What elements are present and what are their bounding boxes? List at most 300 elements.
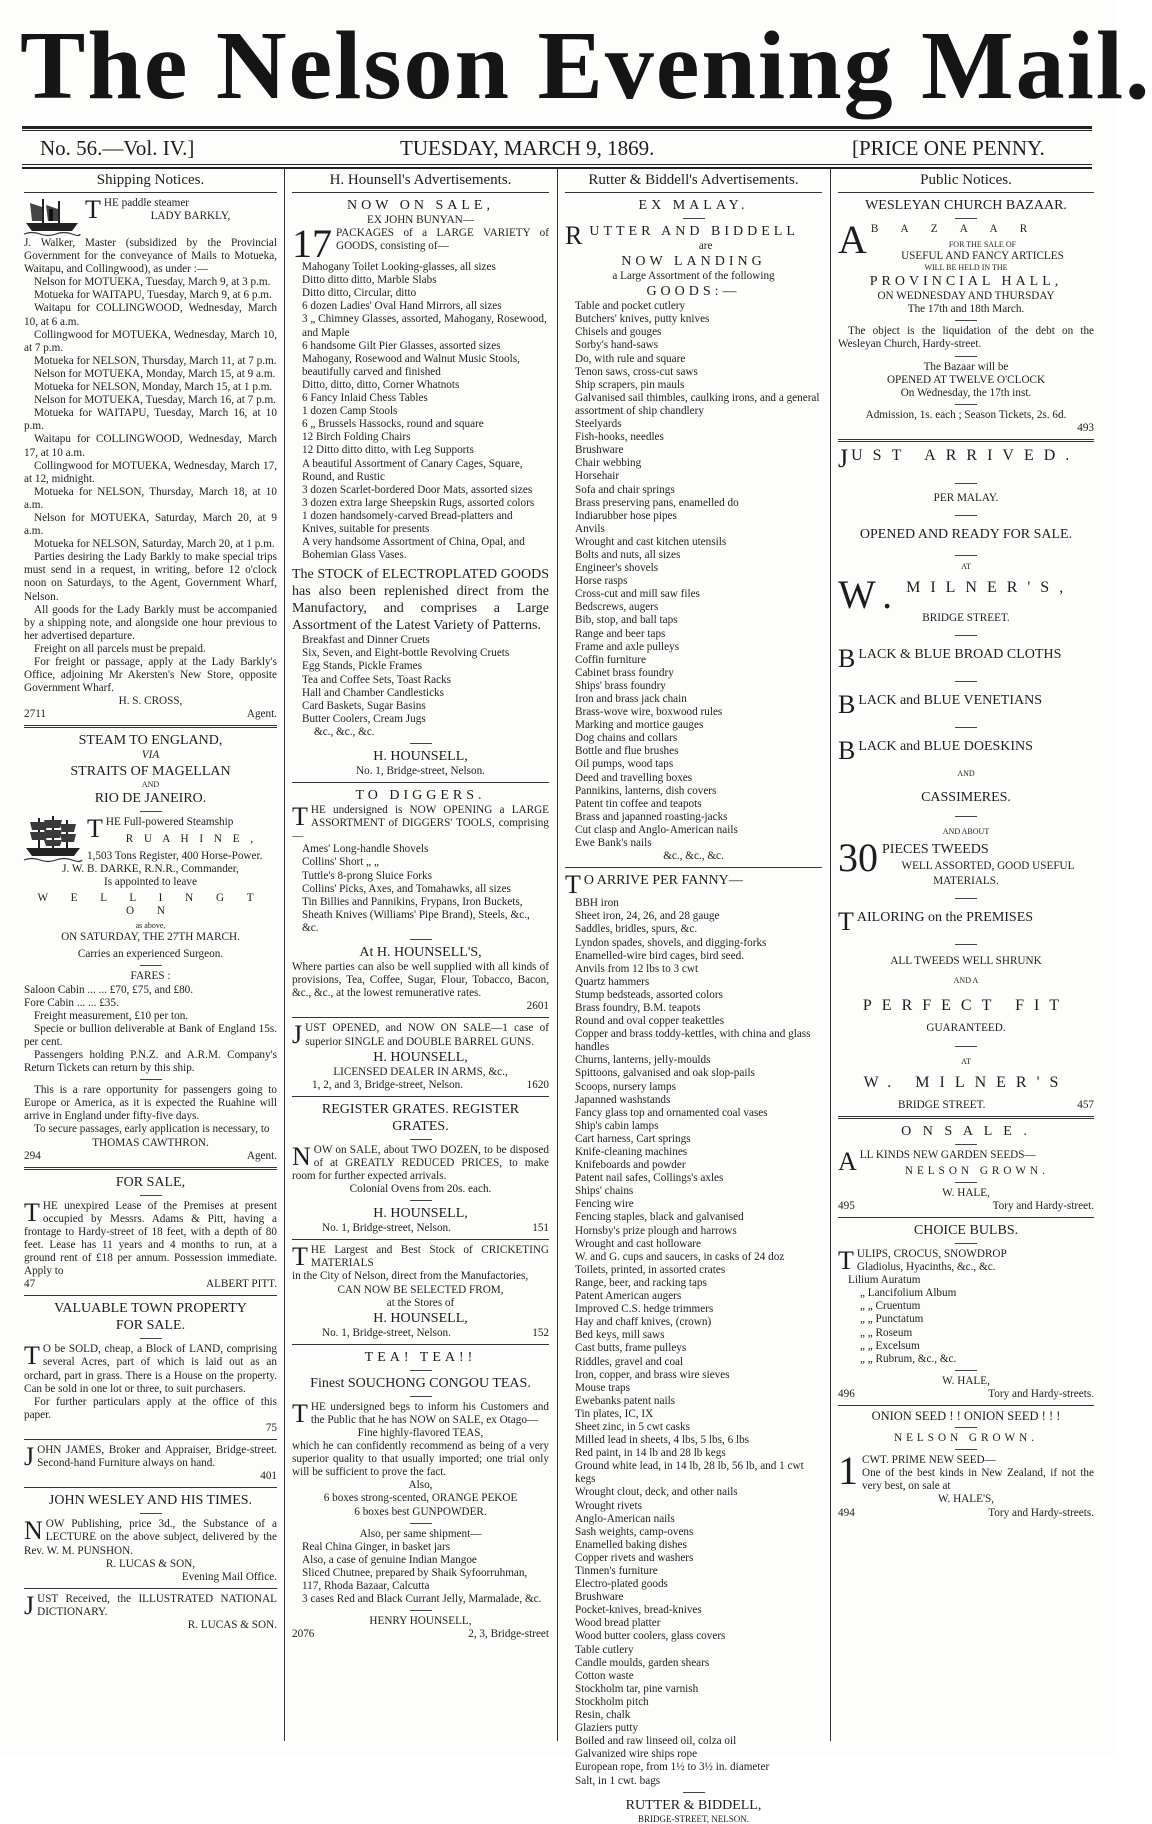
list-item: Tenon saws, cross-cut saws [575,365,698,378]
list-item: Cast butts, frame pulleys [575,1342,687,1355]
ad-title: EX MALAY. [638,198,749,213]
list-item: Galvanized wire ships rope [575,1748,698,1761]
list-item: Collins' Short „ „ [302,856,379,869]
text: OPENED AT TWELVE O'CLOCK [886,373,1046,386]
steamship-icon [24,197,80,237]
ad-number: 2076 [292,1628,315,1641]
text: AT [961,1056,971,1066]
list-item: Iron and brass jack chain [575,693,687,705]
drop-cap: T [838,907,854,937]
ad-number: 493 [1077,421,1094,434]
text: AND ABOUT [942,827,990,837]
ad-title: CHOICE BULBS. [913,1222,1019,1238]
ad-to-diggers [292,787,549,1013]
ad-lady-barkly [24,197,277,721]
list-item: Wood butter coolers, glass covers [575,1630,726,1643]
text: At H. HOUNSELL'S, [359,945,482,961]
list-item: 3 dozen extra large Sheepskin Rugs, assorted colors [302,496,535,509]
list-item: Milled lead in sheets, 4 lbs, 5 lbs, 6 lbs [575,1434,750,1447]
list-item: Oil pumps, wood taps [575,758,674,771]
signature: RUTTER & BIDDELL, [625,1797,762,1813]
list-item: Horse rasps [575,575,628,588]
divider [292,1344,549,1345]
list-item: Range, beer, and racking taps [575,1276,707,1289]
dash [410,1139,432,1140]
firm-name: UTTER AND BIDDELL [589,224,799,239]
column-heading: Rutter & Biddell's Advertisements. [565,171,822,193]
text: Specie or bullion deliverable at Bank of England 15s. per cent. [24,1022,277,1048]
list-item: Bed keys, mill saws [575,1329,665,1342]
dash [140,1079,162,1080]
drop-cap: T [292,1398,308,1428]
text: ALL TWEEDS WELL SHRUNK [890,955,1042,968]
goods-list [292,261,549,562]
list-item: Wrought and cast holloware [575,1237,701,1250]
ship-name: R U A H I N E , [125,832,258,845]
text: CAN NOW BE SELECTED FROM, [337,1283,504,1296]
ad-town-property [24,1300,277,1435]
ad-title: O ARRIVE PER FANNY— [583,873,743,889]
fares-title: FARES : [130,970,171,983]
drop-cap: B [838,644,856,674]
text: OHN JAMES, Broker and Appraiser, Bridge-street. Second-hand Furniture always on hand. [37,1444,277,1470]
dash [955,483,977,484]
list-item: Real China Ginger, in basket jars [302,1540,451,1553]
ad-number: 2711 [24,708,46,721]
list-item: Butter Coolers, Cream Jugs [302,712,426,725]
schedule-item: Waitapu for COLLINGWOOD, Wednesday, March 17, at 10 a.m. [24,433,277,459]
text: HE Full-powered Steamship [105,815,234,828]
ad-steam-england [24,732,277,1162]
ad-register-grates [292,1101,549,1235]
text: PERFECT FIT [862,997,1070,1015]
ad-title: STEAM TO ENGLAND, [78,733,223,749]
list-item: Cabinet brass foundry [575,666,674,679]
signature-role: Agent. [246,1149,277,1162]
list-item: Quartz hammers [575,975,650,988]
list-item: 3 cases Red and Black Currant Jelly, Marmalade, &c. [302,1593,542,1606]
list-item: Card Baskets, Sugar Basins [302,699,426,712]
list-item: Mahogany Toilet Looking-glasses, all sizes [302,261,496,274]
dash [410,939,432,940]
dash [683,218,705,219]
text: Gladiolus, Hyacinths, &c., &c. [856,1261,996,1274]
list-item: Bolts and nuts, all sizes [575,548,681,561]
list-item: Mouse traps [575,1381,630,1394]
text: a Large Assortment of the following [612,270,775,283]
list-item: A beautiful Assortment of Canary Cages, Square, Round, and Rustic [302,457,523,483]
masthead-rule-thin [22,130,1092,131]
ad-number: 294 [24,1149,41,1162]
text: Fine highly-flavored TEAS, [357,1427,484,1439]
list-item: Patent nail safes, Collings's axles [575,1172,724,1185]
text: WILL BE HELD IN THE [924,263,1008,273]
list-item: Japanned washstands [575,1093,671,1106]
text: This is a rare opportunity for passengers going to Europe or America, as it is expected the Ruahine will arrive in England under fifty-five days. [24,1084,277,1123]
list-item: Salt, in 1 cwt. bags [575,1774,661,1787]
divider [292,1017,549,1018]
text: To secure passages, early application is necessary, to [34,1123,270,1136]
ad-subtitle: Finest SOUCHONG CONGOU TEAS. [310,1375,531,1391]
list-item: Patent tin coffee and teapots [575,797,702,810]
dash [955,218,977,219]
ad-title: AND [141,779,160,789]
column-heading: Shipping Notices. [24,171,277,193]
sailing-ship-icon [24,816,82,862]
text: One of the best kinds in New Zealand, if not the very best, on sale at [862,1467,1094,1493]
list-item: Candle moulds, garden shears [575,1656,710,1669]
issue-price: [PRICE ONE PENNY. [852,136,1045,160]
divider [24,1295,277,1296]
list-item: Cart harness, Cart springs [575,1132,691,1145]
ad-choice-bulbs [838,1222,1094,1401]
text: OPENED AND READY FOR SALE. [859,527,1073,543]
list-item: Fancy glass top and ornamented coal vases [575,1106,768,1119]
list-item: Ship's cabin lamps [575,1119,659,1132]
big-number: 1 [838,1448,858,1494]
fare-line: Fore Cabin ... ... £35. [24,996,119,1009]
text: Also, per same shipment— [359,1527,482,1540]
ad-title: RIO DE JANEIRO. [94,790,207,806]
list-item: Bedscrews, augers [575,601,659,614]
list-item: Tin Billies and Pannikins, Frypans, Iron Buckets, Sheath Knives (Williams' Pipe Brand), Steels, &c., &c. [302,895,530,934]
signature: ALBERT PITT. [205,1278,277,1291]
list-item: Brushware [575,444,624,457]
list-item: Wood bread platter [575,1617,661,1630]
text: Also, [408,1479,433,1492]
text: PER MALAY. [933,492,999,505]
column-heading: Public Notices. [838,171,1094,193]
dash [410,1610,432,1611]
schedule-item: Nelson for MOTUEKA, Monday, March 15, at 9 a.m. [34,367,276,380]
plate-list [292,634,549,739]
text: WELL ASSORTED, GOOD USEFUL [901,860,1075,873]
dash [955,1144,977,1145]
text: GUARANTEED. [926,1022,1006,1035]
issue-number: No. 56.—Vol. IV.] [40,136,195,160]
divider [24,1167,277,1170]
text: All goods for the Lady Barkly must be accompanied by a shipping note, and alongside one hour previous to her advertised departure. [24,603,277,642]
text: O be SOLD, cheap, a Block of LAND, comprising several Acres, part of which is laid out as an orchard, part in grass. There is a House on the property. Can be sold in one lot or three, to suit purchasers. [24,1343,277,1395]
list-item: Riddles, gravel and coal [575,1355,684,1368]
column-shipping [24,171,277,1736]
list-item: Toilets, printed, in assorted crates [575,1263,726,1276]
ad-cricket [292,1244,549,1340]
list-item: Bib, stop, and ball taps [575,614,678,627]
list-item: Boiled and raw linseed oil, colza oil [575,1735,737,1748]
text: LL KINDS NEW GARDEN SEEDS— [859,1148,1036,1161]
list-item: Copper rivets and washers [575,1551,694,1564]
drop-cap: T [565,870,581,900]
list-item: Mahogany, Rosewood and Walnut Music Stools, beautifully carved and finished [302,352,520,378]
dash [683,1792,705,1793]
list-item: Hornsby's prize plough and harrows [575,1224,737,1237]
signature-address: Tory and Hardy-streets. [988,1387,1094,1400]
list-item: Red paint, in 14 lb and 28 lb kegs [575,1447,726,1460]
list-item: Wrought rivets [575,1499,642,1512]
text: AILORING on the PREMISES [856,910,1034,926]
ad-tea [292,1349,549,1642]
ad-number: 152 [532,1326,549,1339]
divider [838,1217,1094,1218]
list-item: BBH iron [575,897,619,910]
masthead-title: The Nelson Evening Mail. [20,12,1152,120]
dash [955,404,977,405]
list-item: Glaziers putty [575,1722,639,1735]
venue: PROVINCIAL HALL, [869,274,1063,290]
text: as above, [135,921,166,931]
list-item: European rope, from 1½ to 3½ in. diameter [575,1761,770,1774]
ad-title: UST ARRIVED. [851,447,1080,465]
list-item: Dog chains and collars [575,732,678,745]
text: HE Largest and Best Stock of CRICKETING MATERIALS [310,1244,549,1270]
schedule-item: Collingwood for MOTUEKA, Wednesday, March 17, at 12, midnight. [24,459,277,485]
signature: W. HALE, [942,1186,990,1199]
dash [140,811,162,812]
list-item: 6 dozen Ladies' Oval Hand Mirrors, all sizes [302,300,502,313]
text: J. Walker, Master (subsidized by the Provincial Government for the conveyance of Mails to Motueka, Waitapu, and Collingwood), as under :— [24,237,277,276]
text: AND A [953,976,979,986]
list-item: Chisels and gouges [575,326,662,339]
ad-title: TO DIGGERS. [355,788,486,804]
list-item: Brass and japanned roasting-jacks [575,810,728,823]
list-item: Sofa and chair springs [575,483,675,496]
signature: HENRY HOUNSELL, [369,1615,472,1628]
ad-title: JOHN WESLEY AND HIS TIMES. [48,1493,253,1509]
list-item: Enamelled baking dishes [575,1538,687,1551]
list-item: „ „ Punctatum [860,1313,924,1326]
divider [292,782,549,783]
column-rule-1 [284,169,285,1741]
drop-cap: T [24,1341,40,1371]
text: 6 boxes best GUNPOWDER. [354,1505,487,1518]
dash [140,965,162,966]
drop-cap: B [838,736,856,766]
list-item: Table cutlery [575,1643,634,1656]
ad-title: TEA! TEA!! [364,1349,477,1365]
dash [955,816,977,817]
list-item: Brass preserving pans, enamelled do [575,496,739,509]
ad-number: 457 [1077,1098,1094,1111]
list-item: Indiarubber hose pipes [575,509,677,522]
ad-john-james [24,1444,277,1483]
dash [955,727,977,728]
ad-title: ONION SEED ! ! ONION SEED ! ! ! [871,1409,1061,1423]
ad-dictionary [24,1590,277,1632]
list-item: Ground white lead, in 14 lb, 28 lb, 56 lb, and 1 cwt kegs [575,1460,804,1486]
dash [955,635,977,636]
text: J. W. B. DARKE, R.N.R., Commander, [62,862,239,875]
list-item: Cotton waste [575,1669,634,1682]
signature-address: BRIDGE-STREET, NELSON. [637,1813,750,1824]
list-item: Sliced Chutnee, prepared by Shaik Syfoorruhman, 117, Rhoda Bazaar, Calcutta [302,1566,528,1593]
text: Freight on all parcels must be prepaid. [34,642,206,655]
list-item: Ewebanks patent nails [575,1394,676,1407]
drop-cap: T [292,1242,308,1272]
list-item: Range and beer taps [575,627,666,640]
ad-title: O N S A L E . [901,1123,1031,1139]
ad-number: 496 [838,1387,855,1400]
signature: W. HALE'S, [938,1493,994,1506]
text: AT [961,562,971,572]
text: Parties desiring the Lady Barkly to make special trips must send in a request, in writing, before 12 o'clock noon on Saturdays, to the Agent, Government Wharf, Nelson. [24,551,277,603]
divider [24,1439,277,1440]
text: The object is the liquidation of the debt on the Wesleyan Church, Hardy-street. [838,325,1094,351]
list-item: 6 „ Brussels Hassocks, round and square [302,418,484,431]
list-item: Engineer's shovels [575,562,659,575]
column-heading: H. Hounsell's Advertisements. [292,171,549,193]
text: CASSIMERES. [921,790,1011,806]
text: NELSON GROWN. [894,1432,1038,1445]
list-item: Pannikins, lanterns, dish covers [575,784,717,797]
schedule-item: Nelson for MOTUEKA, Tuesday, March 9, at 3 p.m. [34,276,271,289]
dash [955,944,977,945]
destination: W E L L I N G T O N [37,892,264,918]
ad-milners [838,446,1094,1112]
column-hounsell [292,171,549,1736]
ad-title: NOW ON SALE, [347,198,494,213]
list-item: Ship scrapers, pin mauls [575,378,685,391]
ad-ex-malay [565,197,822,863]
text: 1,503 Tons Register, 400 Horse-Power. [87,849,263,862]
ship-name: LADY BARKLY, [150,210,231,223]
dash [955,898,977,899]
list-item: Hay and chaff knives, (crown) [575,1316,712,1329]
list-item: Brass foundry, B.M. teapots [575,1001,701,1014]
divider [24,1487,277,1488]
schedule-item: Collingwood for MOTUEKA, Wednesday, March 10, at 7 p.m. [24,328,277,354]
signature-address: 1, 2, and 3, Bridge-street, Nelson. [312,1078,463,1091]
dash [955,515,977,516]
schedule-item: Nelson for MOTUEKA, Tuesday, March 16, at 7 p.m. [34,394,276,407]
dash [410,1200,432,1201]
text: BRIDGE STREET. [922,612,1010,625]
text: HE undersigned begs to inform his Customers and the Public that he has NOW on SALE, ex Otago— [310,1400,549,1426]
ad-number: 75 [265,1421,277,1434]
list-item: Table and pocket cutlery [575,300,686,313]
list-item: Saddles, bridles, spurs, &c. [575,923,698,936]
text: The STOCK of ELECTROPLATED GOODS has also been replenished direct from the Manufactory, and comprises a Large Assortment of the Latest Variety of Patterns. [292,567,549,634]
list-item: Fish-hooks, needles [575,431,664,444]
schedule-item: Nelson for MOTUEKA, Saturday, March 20, at 9 a.m. [24,511,277,538]
shop-name: MILNER'S, [906,579,1074,597]
ad-john-wesley [24,1492,277,1583]
drop-cap: T [24,1197,40,1227]
dash [955,1046,977,1047]
divider [565,867,822,868]
signature: H. HOUNSELL, [373,1206,468,1222]
drop-cap: J [292,1020,303,1050]
big-number: 17 [292,221,332,267]
text: USEFUL AND FANCY ARTICLES [901,250,1064,263]
text: OW Publishing, price 3d., the Substance of a LECTURE on the above subject, delivered by the Rev. W. M. PUNSHON. [24,1518,277,1557]
list-item: &c., &c., &c. [314,725,375,738]
list-item: W. and G. cups and saucers, in casks of 24 doz [575,1250,785,1263]
list-item: Six, Seven, and Eight-bottle Revolving Cruets [302,647,510,660]
dash [955,1182,977,1183]
shop-name: W. MILNER'S [863,1073,1069,1091]
list-item: Coffin furniture [575,653,646,666]
text: GOODS:— [646,284,741,300]
signature-address: Tory and Hardy-street. [992,1199,1094,1212]
dash [955,1427,977,1428]
text: Passengers holding P.N.Z. and A.R.M. Company's Return Tickets can return by this ship. [24,1048,277,1075]
text: HE paddle steamer [103,197,190,209]
ad-number: 495 [838,1199,855,1212]
list-item: Tinmen's furniture [575,1565,658,1577]
schedule-item: Motueka for NELSON, Saturday, March 20, at 1 p.m. [34,538,275,551]
dash [955,1449,977,1450]
list-item: Pocket-knives, bread-knives [575,1604,702,1617]
text: PACKAGES of a LARGE VARIETY of GOODS, consisting of— [336,227,549,253]
ad-per-fanny [565,872,822,1823]
list-item: Do, with rule and square [575,352,686,365]
list-item: Brushware [575,1591,624,1604]
text: BRIDGE STREET. [898,1098,986,1111]
ad-guns [292,1022,549,1091]
list-item: „ „ Roseum [860,1326,913,1339]
text: CWT. PRIME NEW SEED— [862,1454,996,1467]
text: The Bazaar will be [923,360,1009,373]
text: ULIPS, CROCUS, SNOWDROP [856,1247,1007,1260]
list-item: Anvils from 12 lbs to 3 cwt [575,962,699,975]
list-item: Tin plates, IC, IX [575,1407,654,1420]
drop-cap: T [85,195,101,224]
signature: H. HOUNSELL, [373,749,468,764]
list-item: Stockholm pitch [575,1695,649,1708]
ad-number: 47 [24,1278,36,1291]
list-item: Lyndon spades, shovels, and digging-forks [575,936,767,949]
list-item: Iron, copper, and brass wire sieves [575,1368,730,1381]
ad-title: REGISTER GRATES. REGISTER GRATES. [321,1101,520,1134]
list-item: Cross-cut and mill saw files [575,588,700,601]
list-item: 6 Fancy Inlaid Chess Tables [302,392,428,405]
signature: H. HOUNSELL, [373,1049,468,1065]
signature-role: Agent. [246,708,277,721]
list-item: Also, a case of genuine Indian Mangoe [302,1553,477,1566]
drop-cap: J [24,1442,35,1472]
list-item: „ Lancifolium Album [860,1287,957,1300]
text: NOW LANDING [621,254,766,270]
big-number: 30 [838,835,878,881]
drop-cap: A [838,1146,857,1176]
drop-cap: B [838,690,856,720]
text: Colonial Ovens from 20s. each. [349,1183,492,1196]
schedule-item: Motueka for NELSON, Thursday, March 18, at 10 a.m. [24,485,277,511]
list-item: Enamelled-wire bird cages, bird seed. [575,949,744,962]
ad-title: WESLEYAN CHURCH BAZAAR. [865,198,1067,213]
list-item: Sorby's hand-saws [575,339,659,352]
list-item: Electro-plated goods [575,1578,668,1591]
divider [838,1405,1094,1406]
drop-cap: T [87,813,103,843]
ad-now-on-sale [292,197,549,778]
list-item: Anglo-American nails [575,1512,675,1525]
list-item: Marking and mortice gauges [575,719,704,732]
list-item: Anvils [575,522,605,535]
text: PIECES TWEEDS [882,842,989,858]
list-item: Steelyards [575,418,622,431]
signature: H. HOUNSELL, [373,1310,468,1326]
signature-address: No. 1, Bridge-street, Nelson. [322,1326,451,1339]
divider [838,439,1094,442]
text: Lilium Auratum [848,1274,921,1287]
drop-cap: J [24,1590,35,1620]
list-item: Spittoons, galvanised and oak slop-pails [575,1067,755,1080]
ad-for-sale [24,1174,277,1292]
drop-cap: R [565,221,587,250]
column-rutter-biddell [565,171,822,1824]
